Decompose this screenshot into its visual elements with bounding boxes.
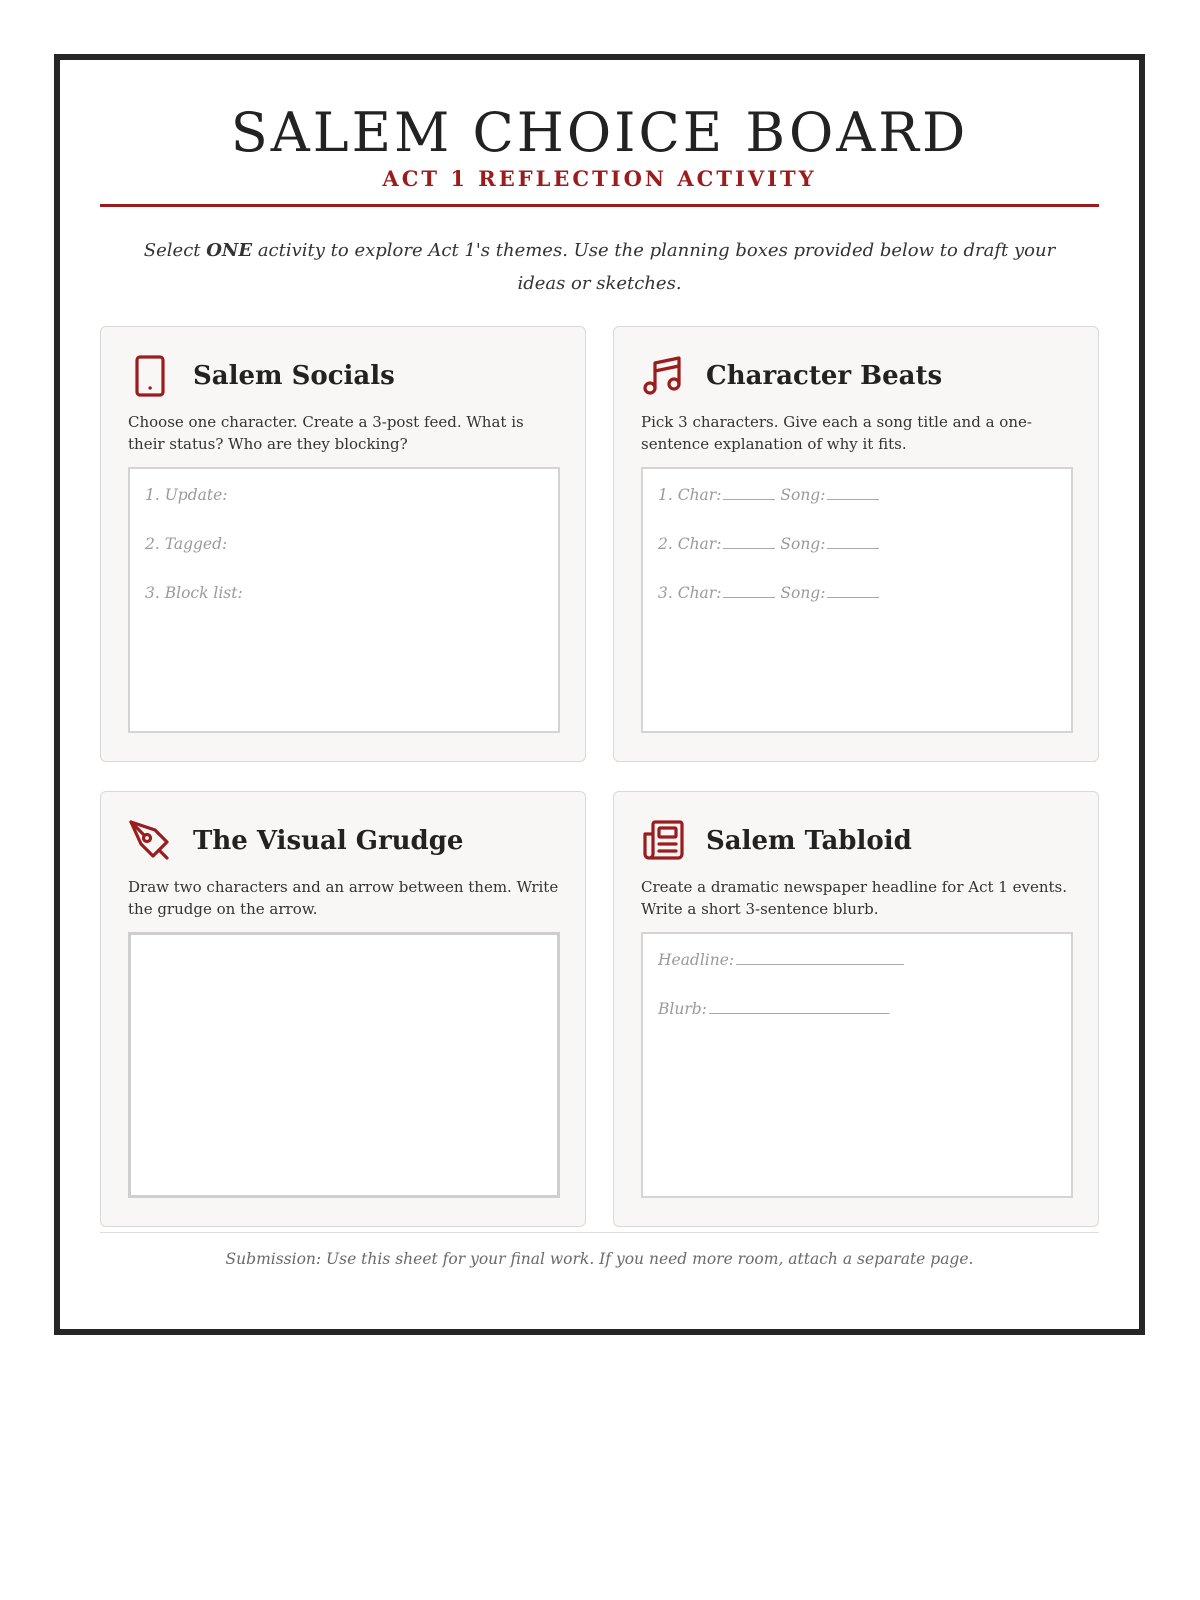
prompt-char: 1. Char: (658, 486, 722, 504)
planning-box[interactable] (641, 932, 1073, 1198)
prompt-update: 1. Update: (145, 486, 228, 504)
card-character-beats (613, 326, 1099, 762)
submission-note: Submission: Use this sheet for your final work. If you need more room, attach a separate page. (225, 1250, 974, 1268)
instructions (120, 234, 1079, 300)
music-note-icon (640, 353, 686, 399)
card-title: Salem Socials (193, 361, 395, 391)
prompt-headline-label: Headline: (658, 951, 735, 969)
newspaper-icon (640, 818, 686, 864)
title-divider (100, 204, 1099, 207)
prompt-blurb (658, 999, 889, 1019)
card-title: Character Beats (706, 361, 943, 391)
prompt-line-1 (658, 485, 879, 505)
page-subtitle: ACT 1 REFLECTION ACTIVITY (382, 166, 817, 191)
card-salem-socials (100, 326, 586, 762)
card-salem-tabloid (613, 791, 1099, 1227)
footer-divider (100, 1232, 1099, 1233)
prompt-song: Song: (780, 486, 826, 504)
instructions-emphasis: ONE (206, 240, 253, 261)
prompt-line-2 (658, 534, 879, 554)
prompt-headline (658, 950, 904, 970)
prompt-song: Song: (780, 535, 826, 553)
planning-box[interactable] (128, 467, 560, 733)
prompt-block-list: 3. Block list: (145, 584, 243, 602)
card-title: The Visual Grudge (193, 826, 464, 856)
pen-nib-icon (127, 818, 173, 864)
planning-box[interactable] (641, 467, 1073, 733)
card-description: Choose one character. Create a 3-post feed. What is their status? Who are they blocking? (128, 413, 524, 453)
instructions-lead: Select (143, 240, 207, 261)
prompt-song: Song: (780, 584, 826, 602)
prompt-char: 2. Char: (658, 535, 722, 553)
card-title: Salem Tabloid (706, 826, 912, 856)
card-description: Draw two characters and an arrow between them. Write the grudge on the arrow. (128, 878, 559, 918)
drawing-area[interactable] (128, 932, 560, 1198)
card-description: Pick 3 characters. Give each a song title and a one-sentence explanation of why it fits. (641, 413, 1032, 453)
instructions-rest: activity to explore Act 1's themes. Use the planning boxes provided below to draft your ideas or sketches. (252, 240, 1056, 294)
phone-icon (127, 353, 173, 399)
choice-board-sheet (54, 54, 1145, 1335)
page-title: SALEM CHOICE BOARD (230, 101, 969, 164)
prompt-char: 3. Char: (658, 584, 722, 602)
card-description: Create a dramatic newspaper headline for Act 1 events. Write a short 3-sentence blurb. (641, 878, 1067, 918)
prompt-line-3 (658, 583, 879, 603)
prompt-tagged: 2. Tagged: (145, 535, 228, 553)
card-visual-grudge (100, 791, 586, 1227)
prompt-blurb-label: Blurb: (658, 1000, 707, 1018)
